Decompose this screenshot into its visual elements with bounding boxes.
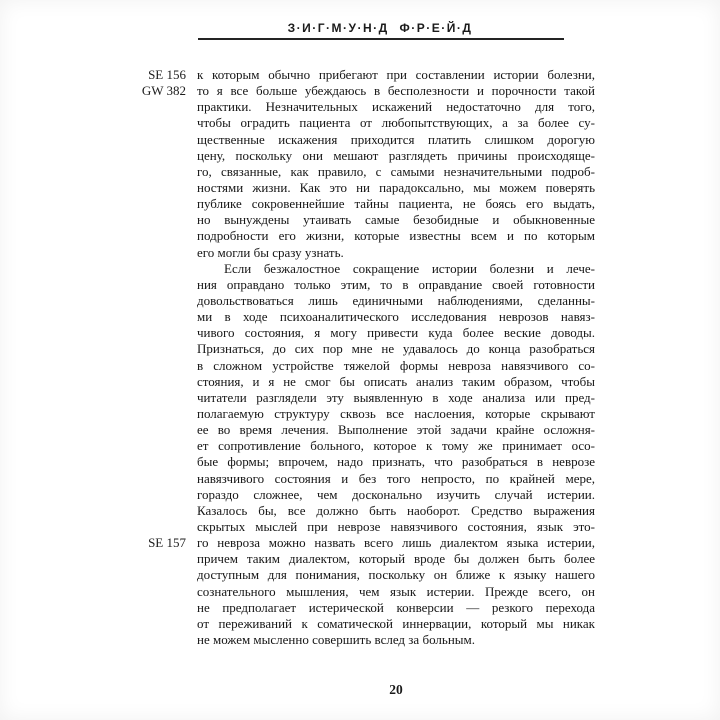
- body-text-line: публике сокровеннейшие тайны пациента, не боясь его выдать,: [197, 196, 595, 212]
- body-text-line: подробности его жизни, которые известны всем и по которым: [197, 228, 595, 244]
- body-text-line: чтобы оградить пациента от любопытствующих, а за более су-: [197, 115, 595, 131]
- body-text-column: [197, 67, 595, 648]
- body-text-line: Казалось бы, все должно быть наоборот. Средство выражения: [197, 502, 595, 518]
- body-text-line: ее во время лечения. Выполнение этой задачи крайне осложня-: [197, 422, 595, 438]
- header-rule: [198, 38, 564, 40]
- body-text-line: доступным для понимания, поскольку он ближе к языку нашего: [197, 567, 595, 583]
- body-text-line: практики. Незначительных искажений недостаточно для того,: [197, 99, 595, 115]
- margin-note: GW 382: [141, 83, 186, 99]
- body-text-line: ния оправдано только этим, то в оправдание своей готовности: [197, 276, 595, 292]
- margin-note: SE 157: [148, 535, 186, 551]
- body-text-line: не предполагает истерической конверсии — резкого перехода: [197, 599, 595, 615]
- body-text-line: от переживаний к соматической иннервации, который мы никак: [197, 615, 595, 631]
- body-text-line: го, связанные, как правило, с самыми незначительными подроб-: [197, 163, 595, 179]
- body-text-line: ет сопротивление больного, которое к тому же принимает осо-: [197, 438, 595, 454]
- running-head-author-title: З·И·Г·М·У·Н·Д Ф·Р·Е·Й·Д: [287, 21, 473, 35]
- body-text-line: скрытых мыслей при неврозе навязчивого состояния, язык это-: [197, 518, 595, 534]
- body-text-line: его могли бы сразу узнать.: [197, 244, 344, 260]
- body-text-line: но вынуждены утаивать самые безобидные и обыкновенные: [197, 212, 595, 228]
- body-text-line: довольствоваться лишь единичными наблюдениями, сделанны-: [197, 292, 595, 308]
- body-text-line: в сложном устройстве тяжелой формы невроза навязчивого со-: [197, 357, 595, 373]
- body-text-line: Признаться, до сих пор мне не удавалось до конца разобраться: [197, 341, 595, 357]
- body-text-line: ми в ходе психоаналитического исследования неврозов навяз-: [197, 309, 595, 325]
- body-text-line: щественные искажения приходится платить слишком дорогую: [197, 131, 595, 147]
- body-text-line: ностями жизни. Как это ни парадоксально, мы можем поверять: [197, 179, 595, 195]
- body-text-line: к которым обычно прибегают при составлении истории болезни,: [197, 67, 595, 82]
- body-text-line: го невроза можно назвать всего лишь диалектом языка истерии,: [197, 535, 595, 551]
- body-text-line: навязчивого состояния и без того непросто, по крайней мере,: [197, 470, 595, 486]
- body-text-line: читатели разглядели эту выявленную в ходе анализа или пред-: [197, 389, 595, 405]
- body-text-line: чивого состояния, я могу привести куда более веские доводы.: [197, 325, 595, 341]
- body-text-line: гораздо сложнее, чем досконально изучить случай истерии.: [197, 486, 595, 502]
- body-text-line: сознательного мышления, чем язык истерии. Прежде всего, он: [197, 583, 595, 599]
- body-text-line: бые формы; впрочем, надо признать, что разобраться в неврозе: [197, 454, 595, 470]
- page-number: 20: [389, 682, 403, 697]
- body-text-line: Если безжалостное сокращение истории болезни и лече-: [224, 260, 595, 276]
- body-text-line: цену, поскольку они мешают разглядеть причины происходяще-: [197, 147, 595, 163]
- body-text-line: полагаемую структуру сквозь все наслоения, которые скрывают: [197, 405, 595, 421]
- body-text-line: стояния, и я не смог бы описать анализ таким образом, чтобы: [197, 373, 595, 389]
- body-text-line: то я все больше убеждаюсь в бесполезности и порочности такой: [197, 83, 595, 99]
- body-text-line: не можем мысленно совершить вслед за больным.: [197, 631, 475, 647]
- margin-note: SE 156: [148, 67, 186, 82]
- body-text-line: причем таким диалектом, который вроде бы должен быть более: [197, 551, 595, 567]
